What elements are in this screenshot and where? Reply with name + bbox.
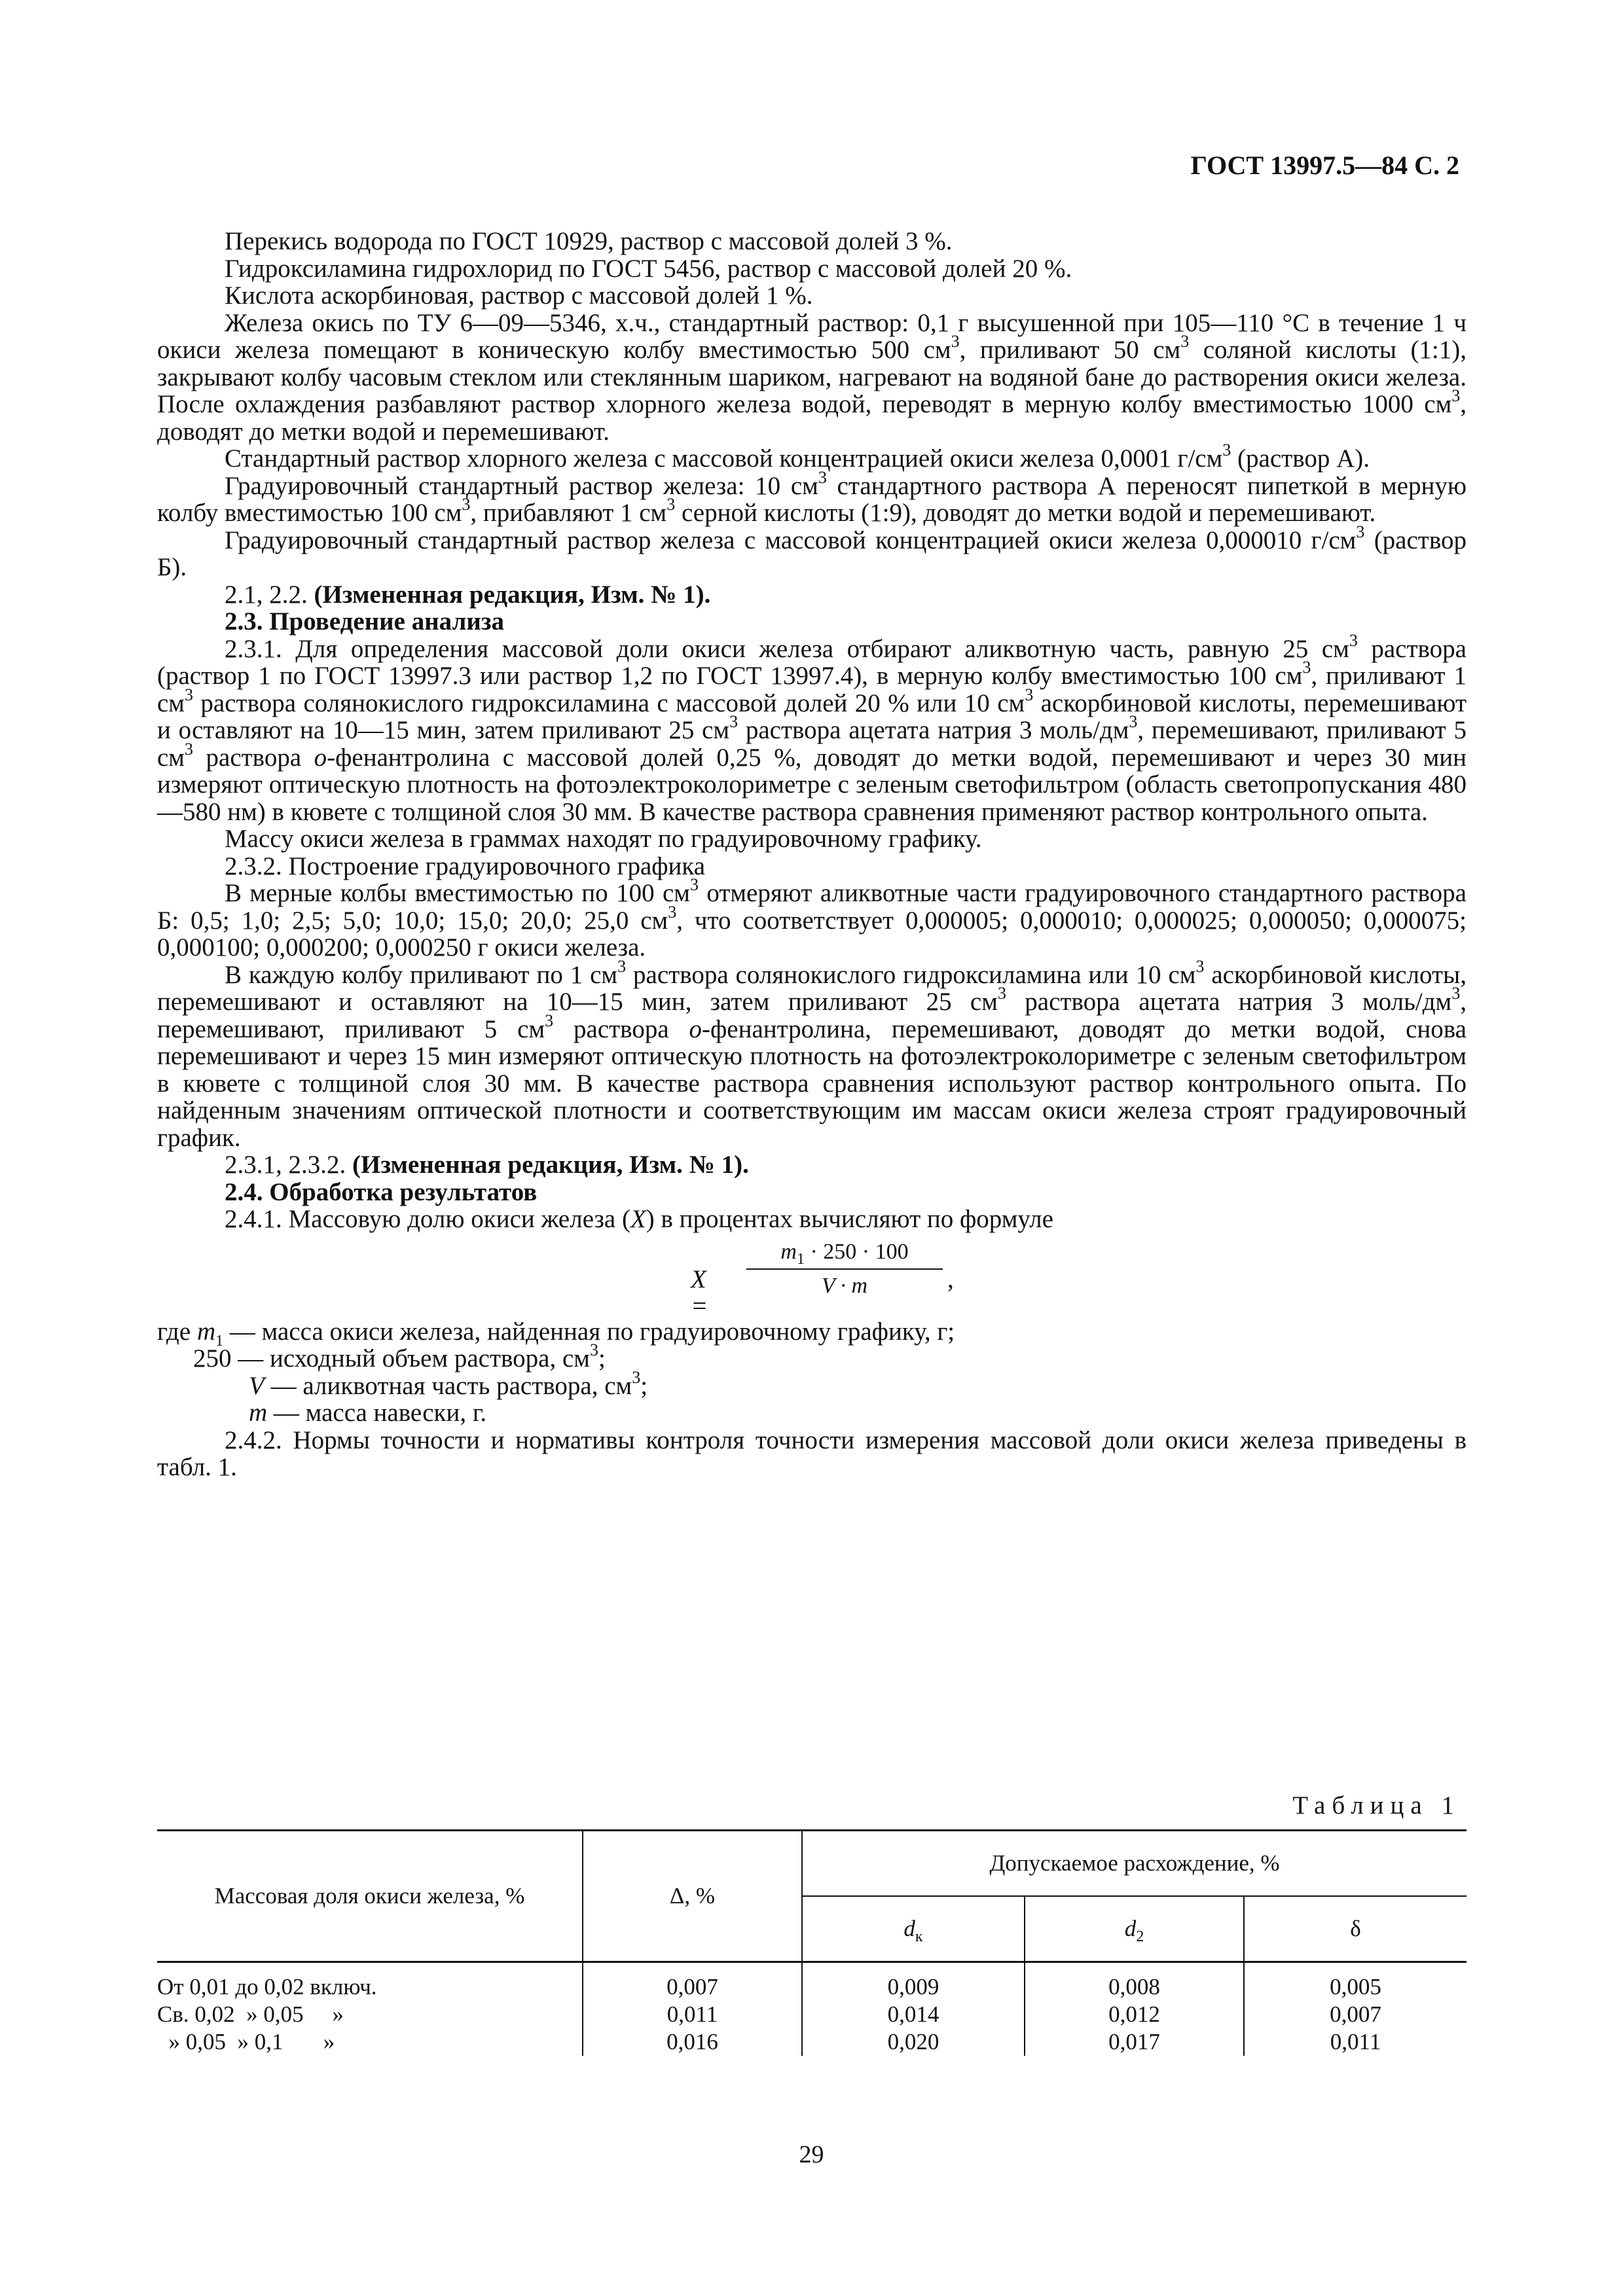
- table-cell: 0,016: [583, 2028, 802, 2056]
- table-cell: 0,005: [1244, 1962, 1467, 2001]
- table-cell: » 0,05 » 0,1 »: [157, 2029, 335, 2054]
- table-row: [157, 2028, 1467, 2056]
- table-cell: 0,007: [583, 1962, 802, 2001]
- col-header-mass-fraction: Массовая доля окиси железа, %: [157, 1831, 583, 1962]
- accuracy-table: [157, 1829, 1467, 2056]
- table-cell: Св. 0,02 » 0,05 »: [157, 2001, 344, 2027]
- paragraph: 2.4.1. Массовую долю окиси железа (X) в процентах вычисляют по формуле: [225, 1205, 1053, 1233]
- table-cell: 0,012: [1025, 2001, 1244, 2028]
- formula-block: [157, 1233, 1467, 1318]
- table-cell: 0,009: [802, 1962, 1025, 2001]
- table-row: [157, 1962, 1467, 2001]
- legend-line: V — аликвотная часть раствора, $см^3$;: [249, 1367, 648, 1400]
- paragraph: В мерные колбы вместимостью по 100 $см^3$ отмеряют аликвотные части градуировочного стандартного раствора Б: 0,5; 1,0; 2,5; 5,0; 10,0; 15,0; 20,0; 25,0 $см^3$, что соответствует 0,000005; 0,000010; 0,000025; 0,000050; 0,000075; 0,000100; 0,000200; 0,000250 г окиси железа.: [157, 875, 1467, 961]
- table-row: [157, 2001, 1467, 2028]
- formula-comma: ,: [947, 1265, 954, 1293]
- paragraph: Железа окись по ТУ 6—09—5346, х.ч., стандартный раствор: 0,1 г высушенной при 105—110 °С в течение 1 ч окиси железа помещают в коническую колбу вместимостью 500 $см^3$, приливают 50 $см^3$ соляной кислоты (1:1), закрывают колбу часовым стеклом или стеклянным шариком, нагревают на водяной бане до растворения окиси железа. После охлаждения разбавляют раствор хлорного железа водой, переводят в мерную колбу вместимостью 1000 $см^3$, доводят до метки водой и перемешивают.: [157, 308, 1467, 446]
- formula-denominator: V · m: [821, 1274, 868, 1298]
- paragraph: Стандартный раствор хлорного железа с массовой концентрацией окиси железа 0,0001 $г/см^3$ (раствор А).: [225, 440, 1370, 473]
- paragraph: Градуировочный стандартный раствор железа: 10 $см^3$ стандартного раствора А переносят пипеткой в мерную колбу вместимостью 100 $см^3$, прибавляют 1 $см^3$ серной кислоты (1:9), доводят до метки водой и перемешивают.: [157, 467, 1467, 527]
- col-header-delta: Δ, %: [583, 1831, 802, 1962]
- paragraph: Кислота аскорбиновая, раствор с массовой долей 1 %.: [225, 281, 813, 310]
- table-cell: 0,017: [1025, 2028, 1244, 2056]
- legend-line: 250 — исходный объем раствора, $см^3$;: [193, 1340, 606, 1372]
- col-header-small-delta: δ: [1244, 1896, 1467, 1962]
- section-heading-2-4: 2.4. Обработка результатов: [225, 1177, 538, 1206]
- col-header-d2: $d_2$: [1025, 1896, 1244, 1962]
- section-heading-2-3: 2.3. Проведение анализа: [225, 607, 505, 636]
- paragraph: 2.4.2. Нормы точности и нормативы контроля точности измерения массовой доли окиси железа приведены в табл. 1.: [157, 1426, 1467, 1481]
- formula-numerator: $m_1 \cdot 250 \cdot 100$: [746, 1238, 943, 1270]
- col-header-allowed-discrepancy: Допускаемое расхождение, %: [802, 1831, 1467, 1897]
- amendment-note: 2.3.1, 2.3.2. (Измененная редакция, Изм. № 1).: [225, 1151, 749, 1179]
- amendment-note: 2.1, 2.2. (Измененная редакция, Изм. № 1).: [225, 580, 711, 609]
- table-cell: 0,011: [1244, 2028, 1467, 2056]
- table-cell: 0,020: [802, 2028, 1025, 2056]
- page-number: 29: [799, 2141, 824, 2168]
- table-cell: От 0,01 до 0,02 включ.: [157, 1974, 377, 2000]
- table-caption: Таблица 1: [1292, 1791, 1461, 1820]
- legend-line: где $m_1$ — масса окиси железа, найденная по градуировочному графику, г;: [157, 1317, 955, 1350]
- table-cell: 0,008: [1025, 1962, 1244, 2001]
- legend-line: m — масса навески, г.: [249, 1399, 487, 1427]
- col-header-dk: $d_к$: [802, 1896, 1025, 1962]
- table-cell: 0,011: [583, 2001, 802, 2028]
- table-cell: 0,014: [802, 2001, 1025, 2028]
- paragraph: 2.3.1. Для определения массовой доли окиси железа отбирают аликвотную часть, равную 25 $см^3$ раствора (раствор 1 по ГОСТ 13997.3 или раствор 1,2 по ГОСТ 13997.4), в мерную колбу вместимостью 100 $см^3$, приливают 1 $см^3$ раствора солянокислого гидроксиламина с массовой долей 20 % или 10 $см^3$ аскорбиновой кислоты, перемешивают и оставляют на 10—15 мин, затем приливают 25 $см^3$ раствора ацетата натрия 3 моль/$дм^3$, перемешивают, приливают 5 $см^3$ раствора о-фенантролина с массовой долей 0,25 %, доводят до метки водой, перемешивают и через 30 мин измеряют оптическую плотность на фотоэлектроколориметре с зеленым светофильтром (область светопропускания 480—580 нм) в кювете с толщиной слоя 30 мм. В качестве раствора сравнения применяют раствор контрольного опыта.: [157, 630, 1467, 826]
- page-header: ГОСТ 13997.5—84 С. 2: [1190, 151, 1459, 180]
- formula-lhs: X =: [691, 1265, 708, 1320]
- paragraph: Гидроксиламина гидрохлорид по ГОСТ 5456, раствор с массовой долей 20 %.: [225, 254, 1072, 283]
- formula-legend: [157, 1318, 1467, 1427]
- subsection-heading: 2.3.2. Построение градуировочного графика: [225, 852, 706, 880]
- table-cell: 0,007: [1244, 2001, 1467, 2028]
- document-body: [157, 228, 1467, 1481]
- paragraph: Массу окиси железа в граммах находят по градуировочному графику.: [225, 825, 982, 853]
- paragraph: Градуировочный стандартный раствор железа с массовой концентрацией окиси железа 0,000010 $г/см^3$ (раствор Б).: [157, 522, 1467, 581]
- paragraph: В каждую колбу приливают по 1 $см^3$ раствора солянокислого гидроксиламина или 10 $см^3$ аскорбиновой кислоты, перемешивают и оставляют на 10—15 мин, затем приливают 25 $см^3$ раствора ацетата натрия 3 моль/$дм^3$, перемешивают, приливают 5 $см^3$ раствора о-фенантролина, перемешивают, доводят до метки водой, снова перемешивают и через 15 мин измеряют оптическую плотность на фотоэлектроколориметре с зеленым светофильтром в кювете с толщиной слоя 30 мм. В качестве раствора сравнения используют раствор контрольного опыта. По найденным значениям оптической плотности и соответствующим им массам окиси железа строят градуировочный график.: [157, 956, 1467, 1152]
- paragraph: Перекись водорода по ГОСТ 10929, раствор с массовой долей 3 %.: [225, 227, 953, 255]
- formula-fraction: [746, 1238, 943, 1300]
